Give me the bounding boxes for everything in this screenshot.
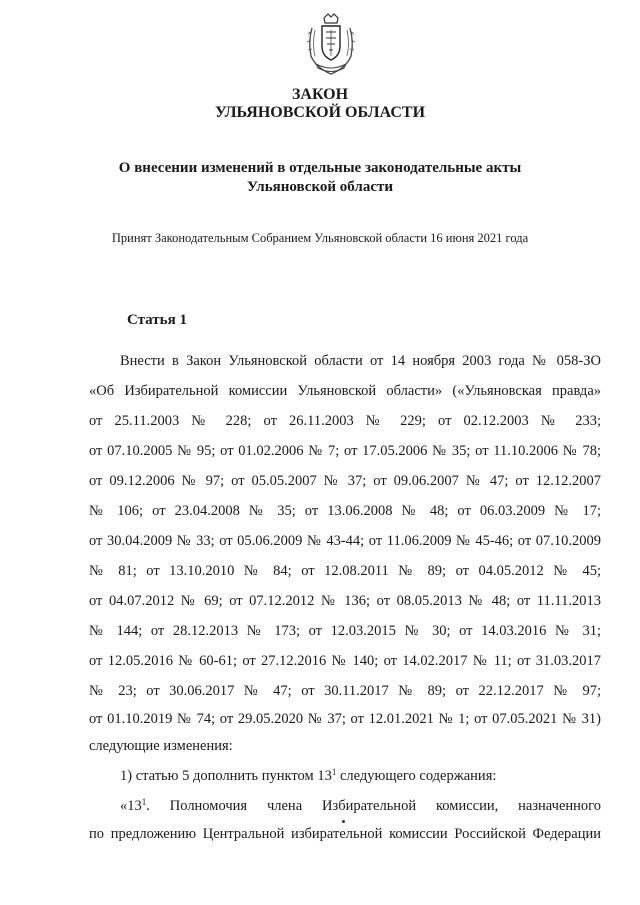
body-line: от 01.10.2019 № 74; от 29.05.2020 № 37; от 12.01.2021 № 1; от 07.05.2021 № 31) <box>89 711 601 727</box>
adoption-statement: Принят Законодательным Собранием Ульяновской области 16 июня 2021 года <box>111 231 529 245</box>
body-line: № 106; от 23.04.2008 № 35; от 13.06.2008 № 48; от 06.03.2009 № 17; <box>89 503 601 519</box>
quote-suffix: . Полномочия члена Избирательной комиссии, назначенного <box>146 798 601 814</box>
quote-superscript: 1 <box>141 797 147 807</box>
body-line: № 23; от 30.06.2017 № 47; от 30.11.2017 № 89; от 22.12.2017 № 97; <box>89 683 601 699</box>
coat-of-arms-icon <box>302 12 360 78</box>
body-line: от 09.12.2006 № 97; от 05.05.2007 № 37; от 09.06.2007 № 47; от 12.12.2007 <box>89 473 601 489</box>
body-line: «Об Избирательной комиссии Ульяновской области» («Ульяновская правда» <box>89 383 601 399</box>
article-heading: Статья 1 <box>127 312 187 328</box>
body-line: от 25.11.2003 № 228; от 26.11.2003 № 229; от 02.12.2003 № 233; <box>89 413 601 429</box>
quote-line <box>120 798 601 815</box>
law-subject-line1: О внесении изменений в отдельные законодательные акты <box>118 160 522 176</box>
body-line: следующие изменения: <box>89 738 233 754</box>
law-subject-line2: Ульяновской области <box>246 179 394 195</box>
law-region: УЛЬЯНОВСКОЙ ОБЛАСТИ <box>214 104 426 121</box>
body-line: от 30.04.2009 № 33; от 05.06.2009 № 43-44; от 11.06.2009 № 45-46; от 07.10.2009 <box>89 533 601 549</box>
body-line: № 81; от 13.10.2010 № 84; от 12.08.2011 № 89; от 04.05.2012 № 45; <box>89 563 601 579</box>
body-line: от 04.07.2012 № 69; от 07.12.2012 № 136; от 08.05.2013 № 48; от 11.11.2013 <box>89 593 601 609</box>
scan-artifact-dot <box>342 820 345 823</box>
body-line: от 12.05.2016 № 60-61; от 27.12.2016 № 140; от 14.02.2017 № 11; от 31.03.2017 <box>89 653 601 669</box>
item-1 <box>120 768 601 785</box>
body-line: от 07.10.2005 № 95; от 01.02.2006 № 7; от 17.05.2006 № 35; от 11.10.2006 № 78; <box>89 443 601 459</box>
item-1-suffix: следующего содержания: <box>336 768 497 784</box>
quote-prefix: «13 <box>120 798 142 814</box>
body-line: Внести в Закон Ульяновской области от 14 ноября 2003 года № 058-ЗО <box>120 353 601 369</box>
item-1-superscript: 1 <box>331 767 337 777</box>
body-line: по предложению Центральной избирательной комиссии Российской Федерации <box>89 826 601 842</box>
law-title: ЗАКОН <box>291 86 349 103</box>
body-line: № 144; от 28.12.2013 № 173; от 12.03.2015 № 30; от 14.03.2016 № 31; <box>89 623 601 639</box>
item-1-prefix: 1) статью 5 дополнить пунктом 13 <box>120 768 332 784</box>
